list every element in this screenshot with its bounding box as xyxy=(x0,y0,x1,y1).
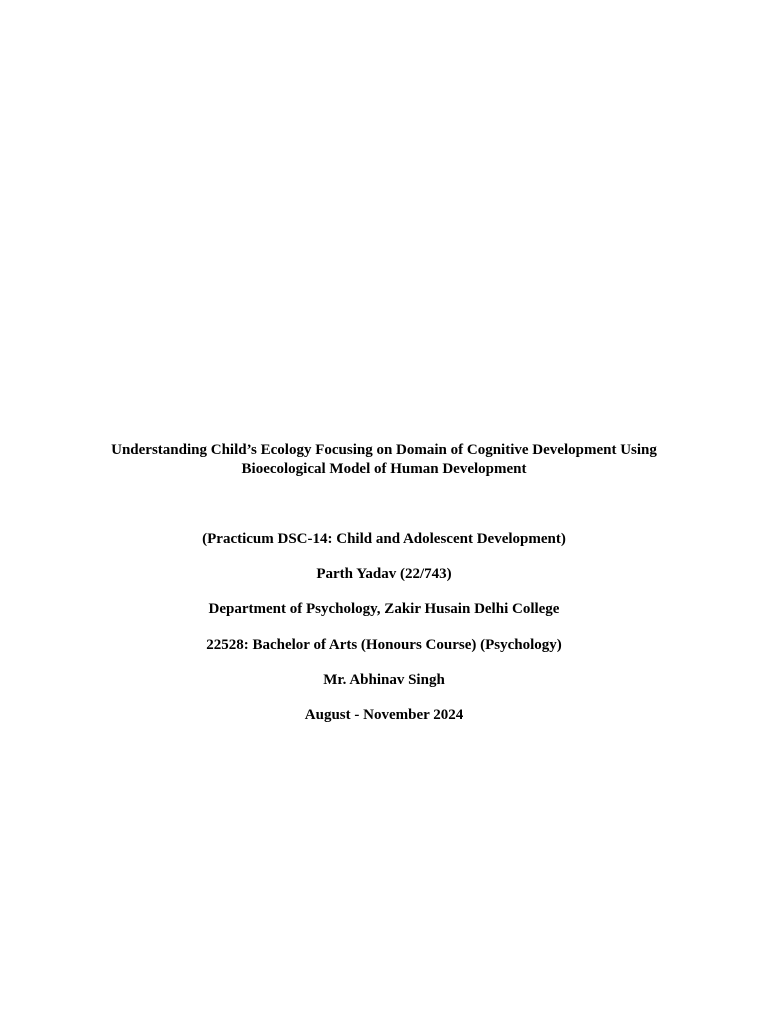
course-name: (Practicum DSC-14: Child and Adolescent Development) xyxy=(202,531,566,547)
instructor-name: Mr. Abhinav Singh xyxy=(323,672,445,688)
document-title xyxy=(0,441,768,479)
program-name: 22528: Bachelor of Arts (Honours Course) (Psychology) xyxy=(206,637,562,653)
title-line-1: Understanding Child’s Ecology Focusing on Domain of Cognitive Development Using xyxy=(111,442,657,458)
department-name: Department of Psychology, Zakir Husain Delhi College xyxy=(208,601,560,617)
author-name: Parth Yadav (22/743) xyxy=(316,566,452,582)
title-line-2: Bioecological Model of Human Development xyxy=(241,461,527,477)
submission-date: August - November 2024 xyxy=(304,707,464,723)
